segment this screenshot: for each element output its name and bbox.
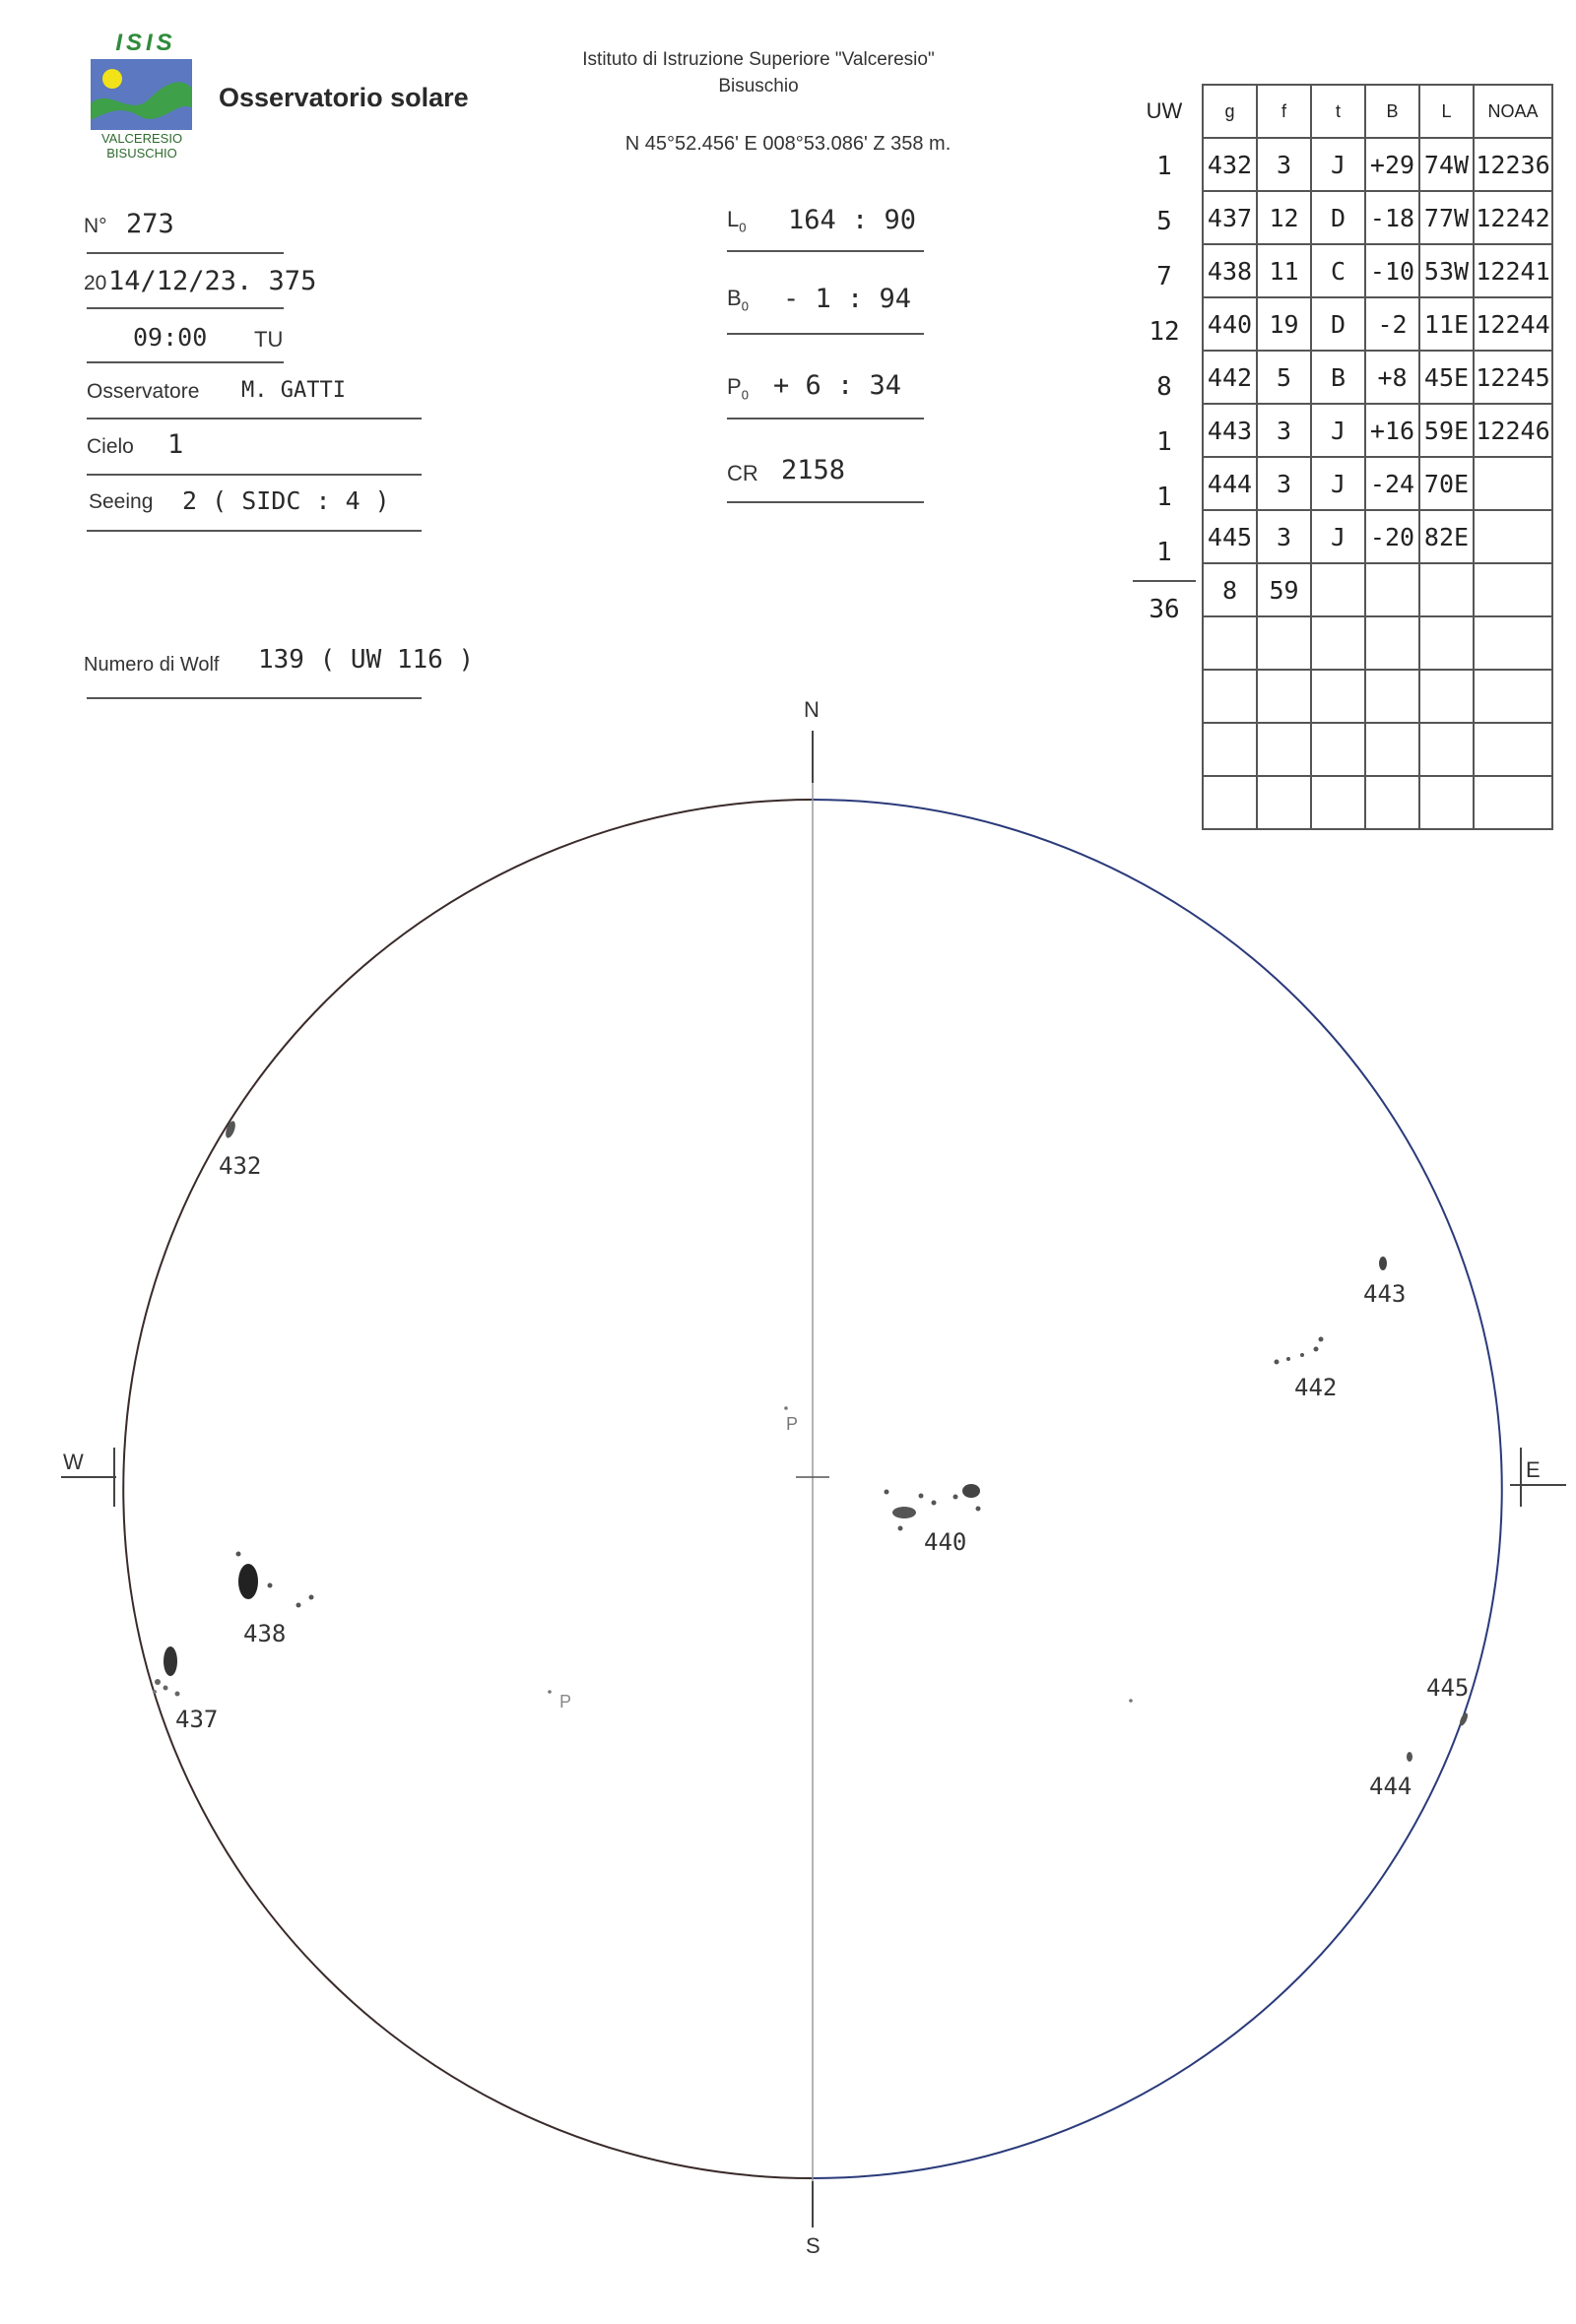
sunspot-437-small bbox=[155, 1679, 161, 1685]
cell-t: C bbox=[1311, 244, 1365, 297]
cell-f: 3 bbox=[1257, 510, 1311, 563]
uw-cell: 7 bbox=[1156, 262, 1172, 291]
cell-g: 443 bbox=[1203, 404, 1257, 457]
cell-f: 19 bbox=[1257, 297, 1311, 351]
cell-f: 3 bbox=[1257, 457, 1311, 510]
cell-f: 11 bbox=[1257, 244, 1311, 297]
sunspot-437-small bbox=[175, 1692, 180, 1697]
sunspot-440-leader bbox=[962, 1484, 980, 1498]
number-value: 273 bbox=[126, 209, 174, 239]
p0-letter: P bbox=[727, 374, 742, 399]
col-header-noaa: NOAA bbox=[1474, 85, 1552, 138]
uw-cell: 1 bbox=[1156, 483, 1172, 512]
sunspot-440-small bbox=[976, 1507, 981, 1512]
uw-cell: 12 bbox=[1149, 317, 1180, 347]
group-label-442: 442 bbox=[1294, 1374, 1338, 1401]
group-label-443: 443 bbox=[1363, 1280, 1407, 1308]
cell-t: J bbox=[1311, 404, 1365, 457]
cell-l: 59E bbox=[1419, 404, 1474, 457]
b0-subscript: 0 bbox=[741, 298, 749, 314]
cell-b: -24 bbox=[1365, 457, 1419, 510]
compass-west: W bbox=[63, 1450, 84, 1474]
uw-cell: 8 bbox=[1156, 372, 1172, 402]
col-header-f: f bbox=[1257, 85, 1311, 138]
cell-l: 53W bbox=[1419, 244, 1474, 297]
cell-g: 442 bbox=[1203, 351, 1257, 404]
logo-wordmark: ISIS bbox=[115, 30, 176, 56]
cell-noaa: 12242 bbox=[1474, 191, 1552, 244]
cell-noaa: 12246 bbox=[1474, 404, 1552, 457]
uw-total: 36 bbox=[1133, 580, 1196, 637]
wolf-value: 139 ( UW 116 ) bbox=[258, 645, 475, 675]
col-header-g: g bbox=[1203, 85, 1257, 138]
l0-value: 164 : 90 bbox=[788, 205, 917, 235]
cell-g: 437 bbox=[1203, 191, 1257, 244]
sunspot-432 bbox=[224, 1120, 237, 1139]
institute-town: Bisuschio bbox=[718, 76, 799, 97]
group-label-440: 440 bbox=[924, 1528, 967, 1556]
p0-value: + 6 : 34 bbox=[773, 370, 902, 401]
cell-t: D bbox=[1311, 297, 1365, 351]
cell-t: J bbox=[1311, 138, 1365, 191]
uw-cell: 1 bbox=[1156, 538, 1172, 567]
col-header-t: t bbox=[1311, 85, 1365, 138]
cell-t: B bbox=[1311, 351, 1365, 404]
sunspot-440-small bbox=[932, 1501, 937, 1506]
cell-l: 77W bbox=[1419, 191, 1474, 244]
sky-label: Cielo bbox=[87, 435, 134, 458]
pole-mark-south: P bbox=[559, 1692, 572, 1711]
sunspot-442 bbox=[1275, 1360, 1280, 1365]
cell-f: 3 bbox=[1257, 404, 1311, 457]
sunspot-440-small bbox=[898, 1526, 903, 1531]
cell-b: -20 bbox=[1365, 510, 1419, 563]
group-label-444: 444 bbox=[1369, 1773, 1412, 1800]
observatory-title: Osservatorio solare bbox=[219, 83, 469, 112]
cell-noaa: 12244 bbox=[1474, 297, 1552, 351]
cell-noaa: 12245 bbox=[1474, 351, 1552, 404]
cell-noaa: 12241 bbox=[1474, 244, 1552, 297]
sunspot-438-small bbox=[309, 1595, 314, 1600]
cell-f: 5 bbox=[1257, 351, 1311, 404]
sunspot-437-small bbox=[153, 1690, 157, 1694]
cell-t: J bbox=[1311, 510, 1365, 563]
compass-south: S bbox=[806, 2233, 821, 2258]
cell-b: +16 bbox=[1365, 404, 1419, 457]
uw-cell: 5 bbox=[1156, 207, 1172, 236]
uw-cell: 1 bbox=[1156, 152, 1172, 181]
col-header-l: L bbox=[1419, 85, 1474, 138]
logo-subtitle-1: VALCERESIO bbox=[100, 131, 183, 146]
pole-mark-north: P bbox=[786, 1414, 799, 1434]
cell-g: 445 bbox=[1203, 510, 1257, 563]
disk-east-arc bbox=[813, 800, 1502, 2178]
sunspot-437-small bbox=[164, 1686, 168, 1691]
sunspot-440-small bbox=[919, 1494, 924, 1499]
sunspot-437-leader bbox=[164, 1646, 177, 1676]
pole-dot bbox=[784, 1406, 788, 1410]
cell-t: D bbox=[1311, 191, 1365, 244]
sunspot-440-follower bbox=[892, 1507, 916, 1518]
cell-l: 70E bbox=[1419, 457, 1474, 510]
sunspot-438-small bbox=[268, 1583, 273, 1588]
b0-value: - 1 : 94 bbox=[783, 284, 912, 314]
l0-subscript: 0 bbox=[739, 220, 747, 235]
disk-west-arc bbox=[123, 800, 813, 2178]
col-header-b: B bbox=[1365, 85, 1419, 138]
sunspot-440-small bbox=[953, 1495, 958, 1500]
sunspot-442 bbox=[1300, 1353, 1304, 1357]
sunspot-444 bbox=[1407, 1752, 1412, 1762]
sunspot-438-small bbox=[236, 1552, 241, 1557]
logo-subtitle-2: BISUSCHIO bbox=[106, 146, 177, 161]
compass-east: E bbox=[1526, 1457, 1541, 1482]
cell-b: -2 bbox=[1365, 297, 1419, 351]
date-value: 14/12/23. 375 bbox=[108, 266, 317, 296]
sky-value: 1 bbox=[167, 429, 184, 460]
cell-g: 440 bbox=[1203, 297, 1257, 351]
observer-value: M. GATTI bbox=[241, 378, 346, 403]
group-label-445: 445 bbox=[1426, 1674, 1470, 1702]
sunspot-442 bbox=[1314, 1347, 1319, 1352]
seeing-label: Seeing bbox=[89, 490, 154, 513]
total-g: 8 bbox=[1203, 563, 1257, 616]
sunspot-440-small bbox=[885, 1490, 889, 1495]
cell-l: 45E bbox=[1419, 351, 1474, 404]
compass-north: N bbox=[804, 697, 820, 722]
cell-noaa: 12236 bbox=[1474, 138, 1552, 191]
cell-f: 12 bbox=[1257, 191, 1311, 244]
wolf-label: Numero di Wolf bbox=[84, 654, 220, 676]
l0-letter: L bbox=[727, 207, 740, 231]
p0-subscript: 0 bbox=[741, 387, 749, 403]
institute-name: Istituto di Istruzione Superiore "Valceresio" bbox=[582, 49, 935, 70]
group-label-438: 438 bbox=[243, 1620, 287, 1647]
group-label-437: 437 bbox=[175, 1706, 219, 1733]
seeing-value: 2 ( SIDC : 4 ) bbox=[182, 486, 390, 515]
sunspot-438-small bbox=[296, 1603, 301, 1608]
sunspot-438-leader bbox=[238, 1564, 258, 1599]
observatory-coordinates: N 45°52.456' E 008°53.086' Z 358 m. bbox=[624, 133, 952, 155]
date-prefix: 20 bbox=[84, 272, 107, 294]
cell-b: +8 bbox=[1365, 351, 1419, 404]
cell-g: 432 bbox=[1203, 138, 1257, 191]
cell-g: 444 bbox=[1203, 457, 1257, 510]
cr-value: 2158 bbox=[781, 455, 846, 485]
cell-t: J bbox=[1311, 457, 1365, 510]
cell-f: 3 bbox=[1257, 138, 1311, 191]
b0-letter: B bbox=[727, 286, 742, 310]
cell-l: 11E bbox=[1419, 297, 1474, 351]
cell-b: -10 bbox=[1365, 244, 1419, 297]
total-f: 59 bbox=[1257, 563, 1311, 616]
group-label-432: 432 bbox=[219, 1152, 262, 1180]
sunspot-442 bbox=[1286, 1357, 1290, 1361]
observer-label: Osservatore bbox=[87, 380, 200, 403]
time-unit: TU bbox=[254, 327, 284, 352]
cell-l: 82E bbox=[1419, 510, 1474, 563]
sunspot-442 bbox=[1319, 1337, 1324, 1342]
cr-label: CR bbox=[727, 461, 758, 485]
uw-header: UW bbox=[1146, 98, 1183, 123]
stray-dot bbox=[1129, 1699, 1133, 1703]
number-label: N° bbox=[84, 215, 107, 237]
cell-g: 438 bbox=[1203, 244, 1257, 297]
pole-dot bbox=[548, 1690, 552, 1694]
uw-cell: 1 bbox=[1156, 427, 1172, 457]
time-value: 09:00 bbox=[133, 323, 208, 352]
sunspot-443 bbox=[1379, 1257, 1387, 1270]
cell-l: 74W bbox=[1419, 138, 1474, 191]
cell-b: +29 bbox=[1365, 138, 1419, 191]
cell-b: -18 bbox=[1365, 191, 1419, 244]
